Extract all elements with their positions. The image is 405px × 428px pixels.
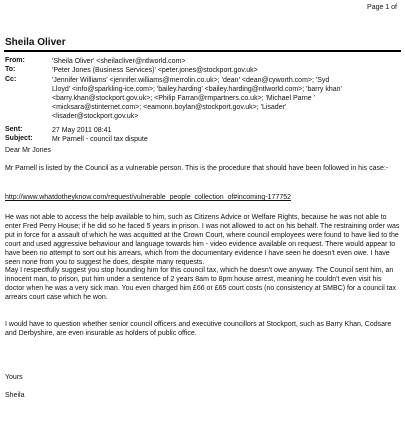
page-number: Page 1 of	[367, 4, 397, 11]
cc-line: 'Jennifer Williams' <jennifer.williams@merrolin.co.uk>; 'dean' <dean@cyworth.com>; 'Syd	[52, 77, 330, 84]
paragraph-2: He was not able to access the help available to him, such as Citizens Advice or Welfare Rights, because he was not able to enter Fred Perry House; if he did so he faced 5 years in prison. I was not allowed to act on his behalf. The restraining order was put in force for a assault of which he was acquitted at the Crown Court, where council employees were found to have lied to the court and used aggressive behaviour and language towards him - video evidence available on request. There would appear to have been no attempt to sort out his arrears, which from the documentary evidence I have seen he doesn't even owe. I have seen none from you to suggest he does, despite many requests.	[5, 214, 400, 266]
cc-line: <micksara@stinternet.com>; <eamonn.boylan@stockport.gov.uk>; 'Lisader'	[52, 104, 287, 111]
cc-line: Lloyd' <info@sparkling-ice.com>; 'bailey.harding' <bailey.harding@ntlworld.com>; 'barry khan'	[52, 86, 342, 93]
sender-name: Sheila Oliver	[5, 37, 66, 48]
cc-label: Cc:	[5, 76, 17, 83]
subject-value: Mr Parnell - council tax dispute	[52, 136, 148, 143]
sent-value: 27 May 2011 08:41	[52, 127, 112, 134]
paragraph-4: I would have to question whether senior council officers and executive councillors at Stockport, such as Barry Khan, Codsare and Derbyshire, are even insurable as holders of public office.	[5, 321, 392, 337]
closing: Yours	[5, 374, 23, 381]
cc-value	[52, 76, 399, 121]
to-label: To:	[5, 66, 16, 73]
greeting: Dear Mr Jones	[5, 147, 51, 154]
to-value: 'Peter Jones (Business Services)' <peter.jones@stockport.gov.uk>	[52, 67, 258, 74]
paragraph-1: Mr Parnell is listed by the Council as a vulnerable person. This is the procedure that should have been followed in his case:-	[5, 165, 389, 172]
paragraph-3: May I respectfully suggest you stop hounding him for this council tax, which he doesn't owe anyway. The Council sent him, an innocent man, to prison, put him under a sentence of 2 years 8am to 8pm house arrest, meaning he couldn't even visit his doctor when he was a very sick man. You even charged him £66 or £65 court costs (no consistency at SMBC) for a council tax arrears court case which he won.	[5, 267, 397, 301]
cc-line: <barry.khan@stockport.gov.uk>; <Philip Farran@rmpartners.co.uk>; 'Michael Parne '	[52, 95, 315, 102]
request-link[interactable]: http://www.whatdotheyknow.com/request/vulnerable_people_collection_of#incoming-177752	[5, 194, 292, 201]
sent-label: Sent:	[5, 126, 23, 133]
header-rule	[4, 50, 401, 52]
from-value: 'Sheila Oliver' <sheilacliver@ntlworld.com>	[52, 58, 186, 65]
signature: Sheila	[5, 392, 25, 399]
subject-label: Subject:	[5, 135, 33, 142]
link-row	[5, 193, 400, 202]
cc-line: <lisader@stockport.gov.uk>	[52, 113, 139, 120]
from-label: From:	[5, 57, 25, 64]
